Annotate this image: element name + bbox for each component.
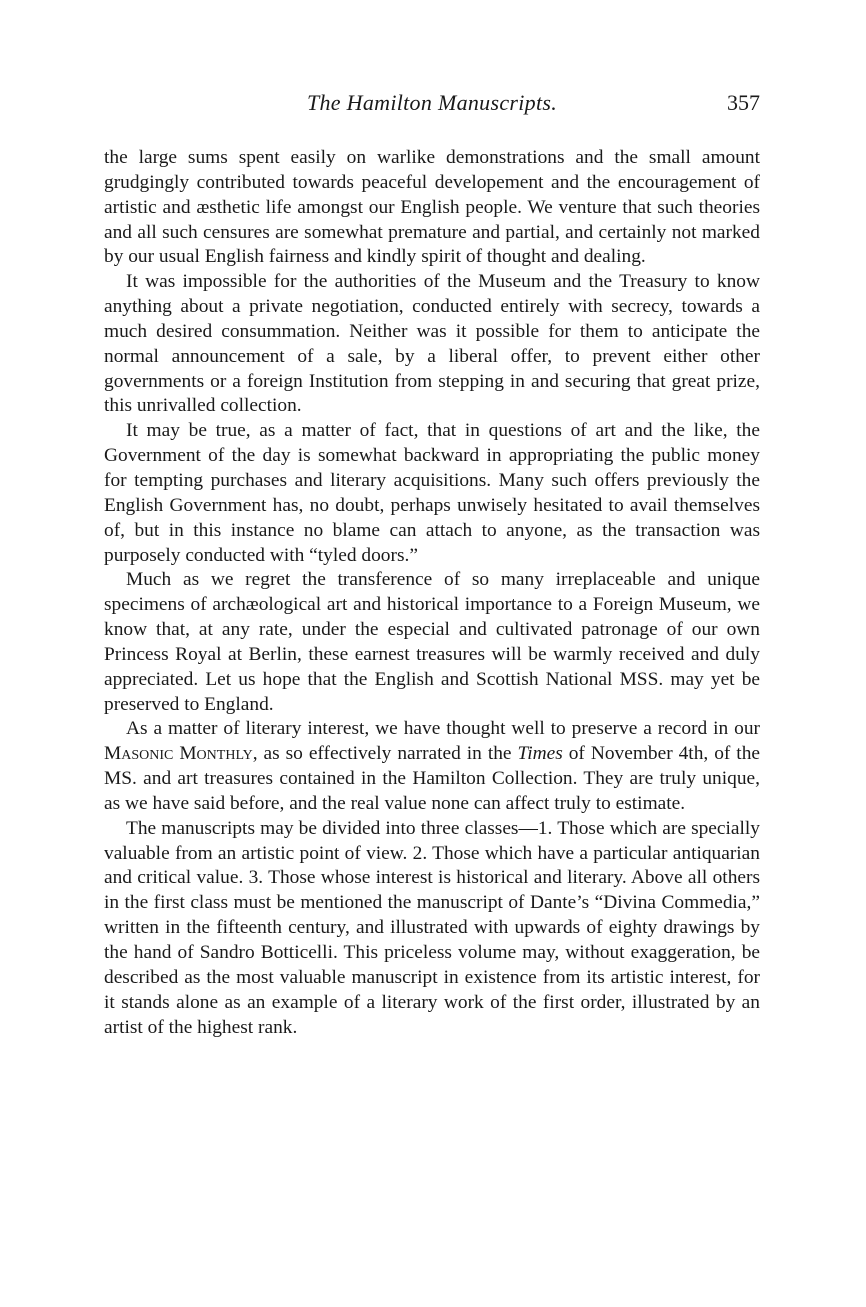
paragraph: Much as we regret the transference of so many irreplaceable and unique specimens of archæological art and historical importance to a Foreign Museum, we know that, at any rate, under the especial and cultivated patronage of our own Princess Royal at Berlin, these earnest treasures will be warmly received and duly appreciated. Let us hope that the English and Scottish National MSS. may yet be preserved to England. <box>104 569 760 715</box>
newspaper-name: Times <box>517 743 563 765</box>
paragraph: the large sums spent easily on warlike demonstrations and the small amount grudgingly contributed towards peaceful developement and the encouragement of artistic and æsthetic life amongst our English people. We venture that such theories and all such censures are somewhat premature and partial, and certainly not marked by our usual English fairness and kindly spirit of thought and dealing. <box>104 147 760 268</box>
paragraph-text: As a matter of literary interest, we have thought well to preserve a record in our <box>126 718 760 740</box>
publication-name: Masonic Monthly <box>104 743 253 765</box>
paragraph-text: , as so effectively narrated in the <box>252 743 518 765</box>
running-title: The Hamilton Manuscripts. <box>306 90 558 115</box>
page-number: 357 <box>727 90 760 115</box>
paragraph: The manuscripts may be divided into three classes—1. Those which are specially valuable from an artistic point of view. 2. Those which have a particular antiquarian and critical value. 3. Those whose interest is historical and literary. Above all others in the first class must be mentioned the manuscript of Dante’s “Divina Commedia,” written in the fifteenth century, and illustrated with upwards of eighty drawings by the hand of Sandro Botticelli. This priceless volume may, without exaggeration, be described as the most valuable manuscript in existence from its artistic interest, for it stands alone as an example of a literary work of the first order, illustrated by an artist of the highest rank. <box>104 817 760 1038</box>
running-head <box>104 90 760 120</box>
paragraph: It may be true, as a matter of fact, that in questions of art and the like, the Government of the day is somewhat backward in appropriating the public money for tempting purchases and literary acquisitions. Many such offers previously the English Government has, no doubt, perhaps unwisely hesitated to avail themselves of, but in this instance no blame can attach to anyone, as the transaction was purposely conducted with “tyled doors.” <box>104 420 760 566</box>
paragraph: It was impossible for the authorities of the Museum and the Treasury to know anything about a private negotiation, conducted entirely with secrecy, towards a much desired consummation. Neither was it possible for them to anticipate the normal announcement of a sale, by a liberal offer, to prevent either other governments or a foreign Institution from stepping in and securing that great prize, this unrivalled collection. <box>104 271 760 417</box>
paragraph <box>104 717 760 816</box>
paragraph-text: of November 4th, of the MS. and art treasures contained in the Hamilton Collection. They are truly unique, as we have said before, and the real value none can affect truly to estimate. <box>104 743 760 814</box>
body-text <box>104 146 760 1040</box>
